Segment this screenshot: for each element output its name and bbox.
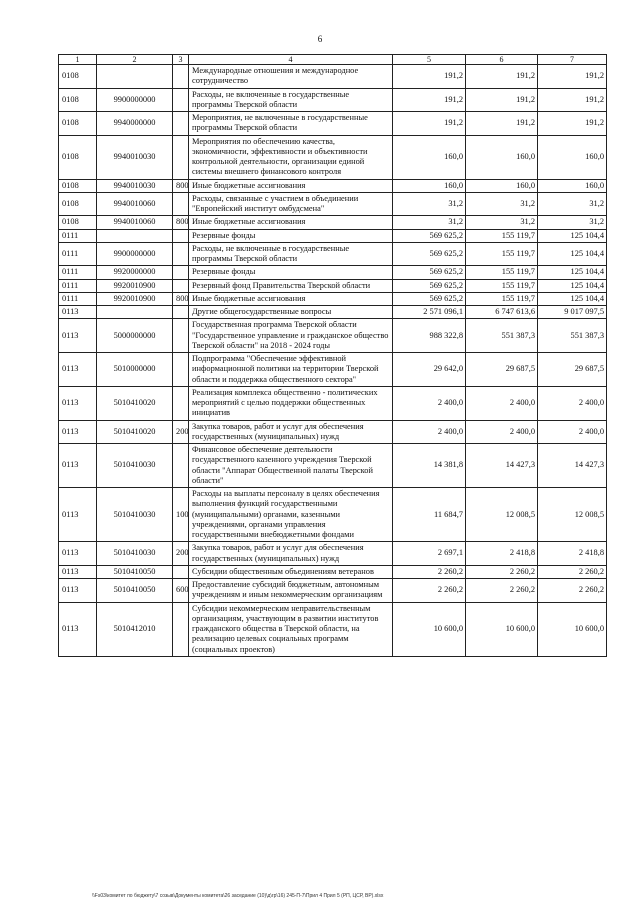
section-code: 0113	[59, 353, 97, 387]
expense-type-code	[173, 88, 189, 112]
amount-year-3: 191,2	[538, 88, 607, 112]
table-body	[59, 65, 607, 657]
expense-type-code: 800	[173, 179, 189, 192]
expense-type-code	[173, 353, 189, 387]
amount-year-3: 14 427,3	[538, 444, 607, 488]
target-article-code: 9940010060	[97, 216, 173, 229]
section-code: 0111	[59, 292, 97, 305]
table-row	[59, 192, 607, 216]
expense-type-code	[173, 112, 189, 136]
target-article-code: 5010410020	[97, 420, 173, 444]
amount-year-3: 29 687,5	[538, 353, 607, 387]
table-row	[59, 292, 607, 305]
amount-year-1: 191,2	[393, 88, 466, 112]
column-header: 2	[97, 55, 173, 65]
expense-name: Иные бюджетные ассигнования	[189, 292, 393, 305]
amount-year-2: 191,2	[466, 88, 538, 112]
expense-type-code	[173, 65, 189, 89]
table-row	[59, 386, 607, 420]
expense-type-code	[173, 266, 189, 279]
amount-year-2: 2 418,8	[466, 542, 538, 566]
section-code: 0111	[59, 242, 97, 266]
section-code: 0108	[59, 192, 97, 216]
amount-year-2: 155 119,7	[466, 279, 538, 292]
column-header: 4	[189, 55, 393, 65]
expense-name: Закупка товаров, работ и услуг для обеспечения государственных (муниципальных) нужд	[189, 542, 393, 566]
amount-year-1: 569 625,2	[393, 279, 466, 292]
amount-year-3: 125 104,4	[538, 229, 607, 242]
amount-year-2: 6 747 613,6	[466, 306, 538, 319]
expense-name: Расходы, не включенные в государственные программы Тверской области	[189, 88, 393, 112]
amount-year-2: 14 427,3	[466, 444, 538, 488]
amount-year-3: 191,2	[538, 65, 607, 89]
target-article-code: 9920010900	[97, 279, 173, 292]
expense-name: Мероприятия по обеспечению качества, экономичности, эффективности и объективности контрольной деятельности, организации единой системы внешнего финансового контроля	[189, 135, 393, 179]
expense-name: Мероприятия, не включенные в государственные программы Тверской области	[189, 112, 393, 136]
table-row	[59, 444, 607, 488]
amount-year-2: 155 119,7	[466, 292, 538, 305]
target-article-code: 9920000000	[97, 266, 173, 279]
section-code: 0113	[59, 306, 97, 319]
table-row	[59, 602, 607, 656]
amount-year-3: 125 104,4	[538, 279, 607, 292]
amount-year-3: 2 418,8	[538, 542, 607, 566]
target-article-code: 5010410030	[97, 444, 173, 488]
amount-year-2: 191,2	[466, 65, 538, 89]
section-code: 0111	[59, 279, 97, 292]
amount-year-2: 155 119,7	[466, 229, 538, 242]
target-article-code: 5010410030	[97, 542, 173, 566]
expense-type-code: 800	[173, 216, 189, 229]
target-article-code: 5010410050	[97, 579, 173, 603]
section-code: 0111	[59, 266, 97, 279]
section-code: 0108	[59, 88, 97, 112]
expense-name: Подпрограмма "Обеспечение эффективной информационной политики на территории Тверской области и поддержка общественного сектора"	[189, 353, 393, 387]
amount-year-1: 569 625,2	[393, 229, 466, 242]
amount-year-3: 9 017 097,5	[538, 306, 607, 319]
amount-year-2: 31,2	[466, 192, 538, 216]
expense-name: Закупка товаров, работ и услуг для обеспечения государственных (муниципальных) нужд	[189, 420, 393, 444]
section-code: 0108	[59, 135, 97, 179]
table-row	[59, 306, 607, 319]
amount-year-2: 551 387,3	[466, 319, 538, 353]
expense-name: Расходы, связанные с участием в объединении "Европейский институт омбудсмена"	[189, 192, 393, 216]
amount-year-1: 14 381,8	[393, 444, 466, 488]
amount-year-3: 551 387,3	[538, 319, 607, 353]
amount-year-2: 12 008,5	[466, 488, 538, 542]
section-code: 0108	[59, 112, 97, 136]
expense-name: Резервный фонд Правительства Тверской области	[189, 279, 393, 292]
section-code: 0113	[59, 488, 97, 542]
amount-year-1: 31,2	[393, 216, 466, 229]
expense-type-code	[173, 386, 189, 420]
expense-type-code	[173, 192, 189, 216]
expense-type-code	[173, 279, 189, 292]
target-article-code: 5010412010	[97, 602, 173, 656]
amount-year-2: 2 400,0	[466, 420, 538, 444]
amount-year-3: 125 104,4	[538, 266, 607, 279]
target-article-code: 9900000000	[97, 242, 173, 266]
expense-type-code: 800	[173, 292, 189, 305]
amount-year-3: 2 400,0	[538, 420, 607, 444]
section-code: 0111	[59, 229, 97, 242]
expense-type-code	[173, 306, 189, 319]
expense-type-code	[173, 602, 189, 656]
target-article-code: 9940010030	[97, 135, 173, 179]
expense-name: Расходы, не включенные в государственные программы Тверской области	[189, 242, 393, 266]
amount-year-1: 160,0	[393, 135, 466, 179]
table-row	[59, 488, 607, 542]
expense-type-code: 600	[173, 579, 189, 603]
expense-name: Другие общегосударственные вопросы	[189, 306, 393, 319]
expense-type-code: 200	[173, 542, 189, 566]
expense-type-code	[173, 565, 189, 578]
amount-year-1: 569 625,2	[393, 292, 466, 305]
table-row	[59, 266, 607, 279]
section-code: 0108	[59, 179, 97, 192]
amount-year-3: 31,2	[538, 192, 607, 216]
column-header: 1	[59, 55, 97, 65]
section-code: 0113	[59, 444, 97, 488]
target-article-code: 5010000000	[97, 353, 173, 387]
section-code: 0113	[59, 319, 97, 353]
expense-name: Финансовое обеспечение деятельности государственного казенного учреждения Тверской области "Аппарат Общественной палаты Тверской области"	[189, 444, 393, 488]
target-article-code: 9940010030	[97, 179, 173, 192]
amount-year-2: 155 119,7	[466, 242, 538, 266]
expense-name: Резервные фонды	[189, 229, 393, 242]
section-code: 0113	[59, 386, 97, 420]
amount-year-1: 988 322,8	[393, 319, 466, 353]
expense-type-code	[173, 242, 189, 266]
amount-year-1: 191,2	[393, 65, 466, 89]
expense-type-code: 100	[173, 488, 189, 542]
amount-year-2: 10 600,0	[466, 602, 538, 656]
section-code: 0113	[59, 420, 97, 444]
section-code: 0113	[59, 542, 97, 566]
table-row	[59, 579, 607, 603]
amount-year-3: 2 260,2	[538, 565, 607, 578]
amount-year-3: 12 008,5	[538, 488, 607, 542]
target-article-code	[97, 306, 173, 319]
target-article-code: 9940000000	[97, 112, 173, 136]
amount-year-1: 2 260,2	[393, 565, 466, 578]
expense-name: Резервные фонды	[189, 266, 393, 279]
expense-name: Реализация комплекса общественно - политических мероприятий с целью поддержки общественных инициатив	[189, 386, 393, 420]
expense-type-code	[173, 135, 189, 179]
expense-name: Предоставление субсидий бюджетным, автономным учреждениям и иным некоммерческим организациям	[189, 579, 393, 603]
target-article-code: 5010410020	[97, 386, 173, 420]
amount-year-2: 31,2	[466, 216, 538, 229]
target-article-code: 9900000000	[97, 88, 173, 112]
amount-year-2: 160,0	[466, 179, 538, 192]
column-header: 5	[393, 55, 466, 65]
amount-year-2: 2 260,2	[466, 565, 538, 578]
table-row	[59, 65, 607, 89]
expense-name: Субсидии общественным объединениям ветеранов	[189, 565, 393, 578]
section-code: 0108	[59, 216, 97, 229]
section-code: 0113	[59, 579, 97, 603]
amount-year-2: 160,0	[466, 135, 538, 179]
column-header: 6	[466, 55, 538, 65]
amount-year-3: 191,2	[538, 112, 607, 136]
section-code: 0113	[59, 602, 97, 656]
amount-year-3: 31,2	[538, 216, 607, 229]
amount-year-3: 2 260,2	[538, 579, 607, 603]
amount-year-3: 125 104,4	[538, 292, 607, 305]
target-article-code: 5010410030	[97, 488, 173, 542]
table-row	[59, 279, 607, 292]
expense-name: Иные бюджетные ассигнования	[189, 216, 393, 229]
amount-year-1: 160,0	[393, 179, 466, 192]
expense-name: Международные отношения и международное сотрудничество	[189, 65, 393, 89]
amount-year-1: 10 600,0	[393, 602, 466, 656]
amount-year-1: 2 571 096,1	[393, 306, 466, 319]
target-article-code: 5010410050	[97, 565, 173, 578]
table-row	[59, 135, 607, 179]
table-row	[59, 216, 607, 229]
target-article-code: 9920010900	[97, 292, 173, 305]
table-row	[59, 112, 607, 136]
expense-name: Иные бюджетные ассигнования	[189, 179, 393, 192]
column-header: 3	[173, 55, 189, 65]
table-row	[59, 179, 607, 192]
amount-year-3: 10 600,0	[538, 602, 607, 656]
amount-year-1: 569 625,2	[393, 242, 466, 266]
amount-year-2: 155 119,7	[466, 266, 538, 279]
amount-year-1: 2 400,0	[393, 420, 466, 444]
amount-year-3: 160,0	[538, 135, 607, 179]
expense-name: Государственная программа Тверской области "Государственное управление и гражданское общество Тверской области" на 2018 - 2024 годы	[189, 319, 393, 353]
expense-name: Расходы на выплаты персоналу в целях обеспечения выполнения функций государственными (муниципальными) органами, казенными учреждениями, органами управления государственными внебюджетными фондами	[189, 488, 393, 542]
amount-year-2: 2 400,0	[466, 386, 538, 420]
page-number: 6	[317, 34, 323, 44]
amount-year-1: 2 697,1	[393, 542, 466, 566]
amount-year-2: 2 260,2	[466, 579, 538, 603]
expense-type-code	[173, 319, 189, 353]
table-row	[59, 319, 607, 353]
section-code: 0108	[59, 65, 97, 89]
expense-type-code	[173, 444, 189, 488]
amount-year-3: 2 400,0	[538, 386, 607, 420]
amount-year-2: 29 687,5	[466, 353, 538, 387]
expense-name: Субсидии некоммерческим неправительственным организациям, участвующим в развитии институтов гражданского общества в Тверской области, на реализацию целевых социальных программ (социальных проектов)	[189, 602, 393, 656]
target-article-code: 5000000000	[97, 319, 173, 353]
amount-year-1: 31,2	[393, 192, 466, 216]
table-row	[59, 88, 607, 112]
amount-year-3: 160,0	[538, 179, 607, 192]
amount-year-1: 2 260,2	[393, 579, 466, 603]
amount-year-1: 569 625,2	[393, 266, 466, 279]
target-article-code: 9940010060	[97, 192, 173, 216]
table-row	[59, 242, 607, 266]
file-path-footer: \\Fs03\комитет по бюджету\7 созыв\Документы комитета\26 заседание (10)\д\гр\16) 245-П-7\Прил 4 Прил 5 (РП, ЦСР, ВР).xlsx	[92, 893, 384, 899]
column-header: 7	[538, 55, 607, 65]
expense-type-code	[173, 229, 189, 242]
table-row	[59, 229, 607, 242]
amount-year-1: 2 400,0	[393, 386, 466, 420]
table-row	[59, 353, 607, 387]
expense-type-code: 200	[173, 420, 189, 444]
target-article-code	[97, 229, 173, 242]
table-row	[59, 565, 607, 578]
amount-year-3: 125 104,4	[538, 242, 607, 266]
amount-year-1: 11 684,7	[393, 488, 466, 542]
amount-year-1: 191,2	[393, 112, 466, 136]
column-number-row	[59, 55, 607, 65]
budget-table	[58, 54, 607, 657]
table-row	[59, 420, 607, 444]
table-row	[59, 542, 607, 566]
amount-year-1: 29 642,0	[393, 353, 466, 387]
target-article-code	[97, 65, 173, 89]
amount-year-2: 191,2	[466, 112, 538, 136]
section-code: 0113	[59, 565, 97, 578]
